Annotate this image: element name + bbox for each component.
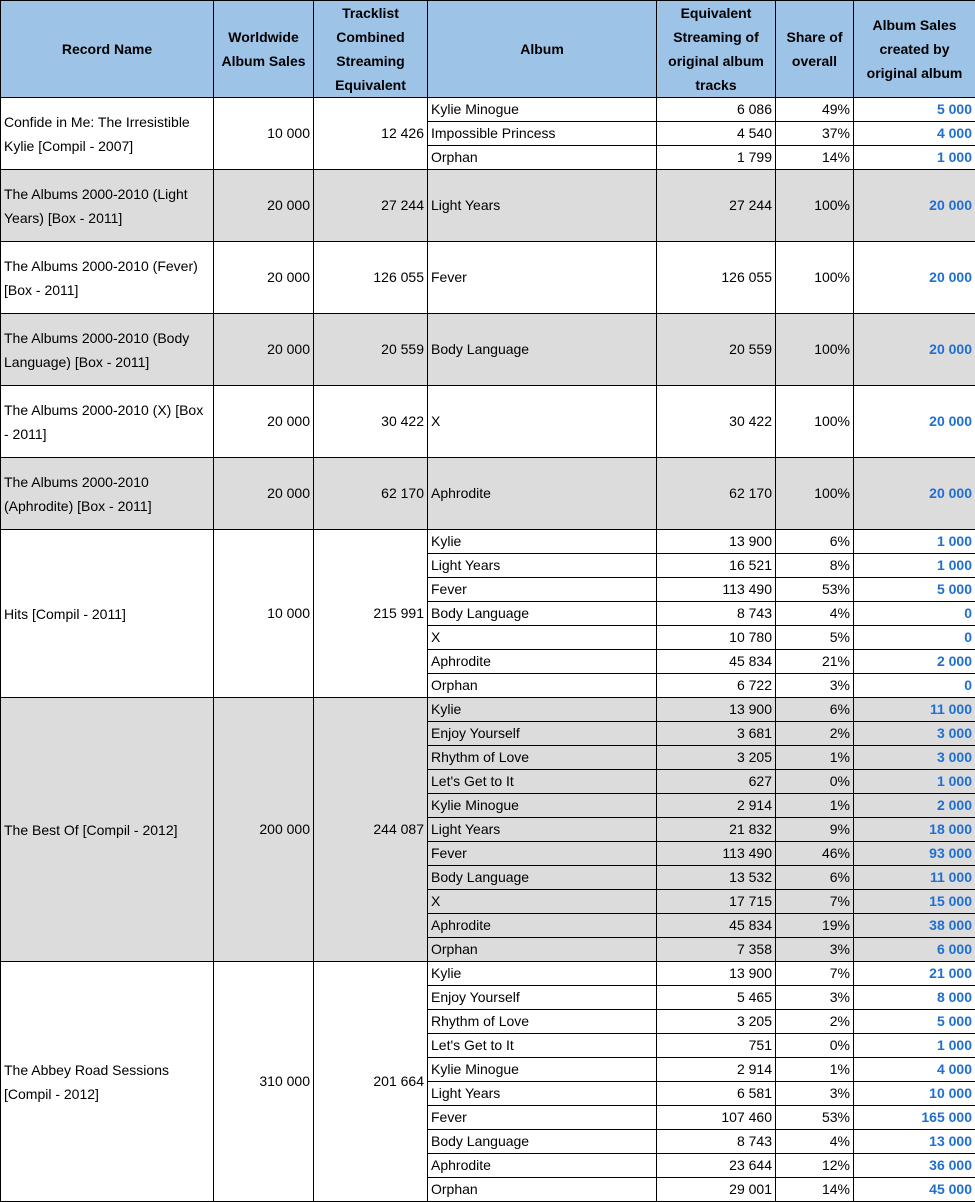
eq-streaming-cell: 13 900 [657, 962, 776, 986]
eq-streaming-cell: 13 900 [657, 698, 776, 722]
table-row [1, 698, 975, 722]
album-cell: Body Language [428, 866, 657, 890]
album-sales-cell: 6 000 [854, 938, 975, 962]
eq-streaming-cell: 23 644 [657, 1154, 776, 1178]
worldwide-sales-cell: 20 000 [214, 242, 314, 314]
album-cell: Light Years [428, 170, 657, 242]
eq-streaming-cell: 2 914 [657, 794, 776, 818]
album-cell: Kylie Minogue [428, 98, 657, 122]
tracklist-cse-cell: 27 244 [314, 170, 428, 242]
album-cell: X [428, 890, 657, 914]
eq-streaming-cell: 4 540 [657, 122, 776, 146]
album-cell: Fever [428, 842, 657, 866]
album-cell: Fever [428, 1106, 657, 1130]
eq-streaming-cell: 751 [657, 1034, 776, 1058]
eq-streaming-cell: 6 086 [657, 98, 776, 122]
header-worldwide-sales: Worldwide Album Sales [214, 1, 314, 98]
share-cell: 53% [776, 578, 854, 602]
album-sales-cell: 1 000 [854, 554, 975, 578]
eq-streaming-cell: 1 799 [657, 146, 776, 170]
album-sales-cell: 0 [854, 626, 975, 650]
record-name-cell: The Albums 2000-2010 (X) [Box - 2011] [1, 386, 214, 458]
share-cell: 7% [776, 890, 854, 914]
album-cell: Orphan [428, 146, 657, 170]
tracklist-cse-cell: 126 055 [314, 242, 428, 314]
share-cell: 6% [776, 866, 854, 890]
album-sales-cell: 45 000 [854, 1178, 975, 1202]
album-cell: Enjoy Yourself [428, 722, 657, 746]
eq-streaming-cell: 29 001 [657, 1178, 776, 1202]
tracklist-cse-cell: 20 559 [314, 314, 428, 386]
record-name-cell: The Best Of [Compil - 2012] [1, 698, 214, 962]
eq-streaming-cell: 45 834 [657, 650, 776, 674]
album-sales-cell: 0 [854, 674, 975, 698]
share-cell: 7% [776, 962, 854, 986]
share-cell: 100% [776, 242, 854, 314]
eq-streaming-cell: 8 743 [657, 602, 776, 626]
album-sales-cell: 5 000 [854, 1010, 975, 1034]
share-cell: 37% [776, 122, 854, 146]
share-cell: 19% [776, 914, 854, 938]
worldwide-sales-cell: 10 000 [214, 530, 314, 698]
share-cell: 53% [776, 1106, 854, 1130]
album-sales-cell: 1 000 [854, 146, 975, 170]
album-cell: Light Years [428, 1082, 657, 1106]
share-cell: 1% [776, 1058, 854, 1082]
table-body [1, 98, 975, 1202]
eq-streaming-cell: 113 490 [657, 578, 776, 602]
header-album: Album [428, 1, 657, 98]
eq-streaming-cell: 62 170 [657, 458, 776, 530]
album-cell: Fever [428, 578, 657, 602]
eq-streaming-cell: 13 900 [657, 530, 776, 554]
share-cell: 4% [776, 1130, 854, 1154]
album-sales-cell: 5 000 [854, 98, 975, 122]
share-cell: 1% [776, 746, 854, 770]
share-cell: 8% [776, 554, 854, 578]
album-cell: Orphan [428, 1178, 657, 1202]
tracklist-cse-cell: 30 422 [314, 386, 428, 458]
record-name-cell: Hits [Compil - 2011] [1, 530, 214, 698]
album-sales-cell: 4 000 [854, 122, 975, 146]
share-cell: 49% [776, 98, 854, 122]
share-cell: 14% [776, 1178, 854, 1202]
eq-streaming-cell: 113 490 [657, 842, 776, 866]
tracklist-cse-cell: 62 170 [314, 458, 428, 530]
share-cell: 100% [776, 458, 854, 530]
share-cell: 3% [776, 938, 854, 962]
eq-streaming-cell: 6 581 [657, 1082, 776, 1106]
album-sales-cell: 15 000 [854, 890, 975, 914]
share-cell: 46% [776, 842, 854, 866]
share-cell: 3% [776, 1082, 854, 1106]
album-sales-cell: 2 000 [854, 794, 975, 818]
eq-streaming-cell: 21 832 [657, 818, 776, 842]
table-row [1, 962, 975, 986]
table-row [1, 386, 975, 458]
album-sales-cell: 20 000 [854, 458, 975, 530]
album-sales-cell: 10 000 [854, 1082, 975, 1106]
eq-streaming-cell: 126 055 [657, 242, 776, 314]
album-sales-cell: 20 000 [854, 386, 975, 458]
table-row [1, 458, 975, 530]
tracklist-cse-cell: 244 087 [314, 698, 428, 962]
share-cell: 3% [776, 674, 854, 698]
album-cell: Body Language [428, 602, 657, 626]
album-cell: Orphan [428, 938, 657, 962]
header-record-name: Record Name [1, 1, 214, 98]
eq-streaming-cell: 16 521 [657, 554, 776, 578]
record-name-cell: The Albums 2000-2010 (Fever) [Box - 2011] [1, 242, 214, 314]
album-cell: Kylie Minogue [428, 1058, 657, 1082]
album-sales-cell: 0 [854, 602, 975, 626]
share-cell: 12% [776, 1154, 854, 1178]
share-cell: 100% [776, 386, 854, 458]
share-cell: 21% [776, 650, 854, 674]
album-sales-cell: 13 000 [854, 1130, 975, 1154]
worldwide-sales-cell: 20 000 [214, 170, 314, 242]
worldwide-sales-cell: 310 000 [214, 962, 314, 1202]
eq-streaming-cell: 5 465 [657, 986, 776, 1010]
album-sales-cell: 93 000 [854, 842, 975, 866]
eq-streaming-cell: 2 914 [657, 1058, 776, 1082]
share-cell: 100% [776, 170, 854, 242]
album-sales-cell: 18 000 [854, 818, 975, 842]
worldwide-sales-cell: 10 000 [214, 98, 314, 170]
table-row [1, 170, 975, 242]
eq-streaming-cell: 30 422 [657, 386, 776, 458]
share-cell: 0% [776, 770, 854, 794]
worldwide-sales-cell: 20 000 [214, 314, 314, 386]
album-cell: X [428, 386, 657, 458]
eq-streaming-cell: 45 834 [657, 914, 776, 938]
header-row [1, 1, 975, 98]
album-sales-cell: 1 000 [854, 770, 975, 794]
album-sales-cell: 20 000 [854, 314, 975, 386]
album-cell: Kylie [428, 962, 657, 986]
album-cell: Kylie [428, 698, 657, 722]
record-name-cell: Confide in Me: The Irresistible Kylie [Compil - 2007] [1, 98, 214, 170]
album-sales-cell: 20 000 [854, 242, 975, 314]
album-cell: Aphrodite [428, 914, 657, 938]
header-share: Share of overall [776, 1, 854, 98]
eq-streaming-cell: 627 [657, 770, 776, 794]
tracklist-cse-cell: 201 664 [314, 962, 428, 1202]
header-eq-streaming: Equivalent Streaming of original album tracks [657, 1, 776, 98]
album-cell: Aphrodite [428, 1154, 657, 1178]
album-sales-cell: 5 000 [854, 578, 975, 602]
eq-streaming-cell: 7 358 [657, 938, 776, 962]
album-sales-cell: 3 000 [854, 746, 975, 770]
album-sales-cell: 165 000 [854, 1106, 975, 1130]
album-sales-cell: 3 000 [854, 722, 975, 746]
album-cell: Body Language [428, 1130, 657, 1154]
eq-streaming-cell: 13 532 [657, 866, 776, 890]
eq-streaming-cell: 3 681 [657, 722, 776, 746]
album-sales-cell: 38 000 [854, 914, 975, 938]
table-row [1, 530, 975, 554]
album-cell: X [428, 626, 657, 650]
eq-streaming-cell: 107 460 [657, 1106, 776, 1130]
worldwide-sales-cell: 20 000 [214, 458, 314, 530]
album-cell: Let's Get to It [428, 770, 657, 794]
share-cell: 100% [776, 314, 854, 386]
album-cell: Kylie Minogue [428, 794, 657, 818]
header-album-sales-created: Album Sales created by original album [854, 1, 975, 98]
share-cell: 2% [776, 1010, 854, 1034]
tracklist-cse-cell: 215 991 [314, 530, 428, 698]
share-cell: 3% [776, 986, 854, 1010]
album-cell: Let's Get to It [428, 1034, 657, 1058]
table-row [1, 314, 975, 386]
album-sales-cell: 21 000 [854, 962, 975, 986]
share-cell: 6% [776, 698, 854, 722]
album-sales-cell: 2 000 [854, 650, 975, 674]
eq-streaming-cell: 8 743 [657, 1130, 776, 1154]
share-cell: 2% [776, 722, 854, 746]
eq-streaming-cell: 3 205 [657, 746, 776, 770]
record-name-cell: The Albums 2000-2010 (Aphrodite) [Box - 2011] [1, 458, 214, 530]
album-sales-cell: 36 000 [854, 1154, 975, 1178]
record-name-cell: The Albums 2000-2010 (Body Language) [Box - 2011] [1, 314, 214, 386]
tracklist-cse-cell: 12 426 [314, 98, 428, 170]
table-row [1, 98, 975, 122]
album-cell: Aphrodite [428, 650, 657, 674]
album-cell: Light Years [428, 554, 657, 578]
album-sales-cell: 8 000 [854, 986, 975, 1010]
eq-streaming-cell: 10 780 [657, 626, 776, 650]
share-cell: 4% [776, 602, 854, 626]
album-cell: Aphrodite [428, 458, 657, 530]
album-cell: Body Language [428, 314, 657, 386]
record-name-cell: The Abbey Road Sessions [Compil - 2012] [1, 962, 214, 1202]
header-tracklist-cse: Tracklist Combined Streaming Equivalent [314, 1, 428, 98]
worldwide-sales-cell: 20 000 [214, 386, 314, 458]
album-sales-cell: 11 000 [854, 698, 975, 722]
table-row [1, 242, 975, 314]
share-cell: 0% [776, 1034, 854, 1058]
album-sales-cell: 20 000 [854, 170, 975, 242]
eq-streaming-cell: 20 559 [657, 314, 776, 386]
eq-streaming-cell: 17 715 [657, 890, 776, 914]
share-cell: 1% [776, 794, 854, 818]
album-cell: Kylie [428, 530, 657, 554]
album-sales-cell: 1 000 [854, 530, 975, 554]
album-cell: Fever [428, 242, 657, 314]
album-cell: Rhythm of Love [428, 1010, 657, 1034]
share-cell: 9% [776, 818, 854, 842]
album-cell: Orphan [428, 674, 657, 698]
album-cell: Enjoy Yourself [428, 986, 657, 1010]
share-cell: 5% [776, 626, 854, 650]
album-sales-cell: 4 000 [854, 1058, 975, 1082]
eq-streaming-cell: 6 722 [657, 674, 776, 698]
share-cell: 14% [776, 146, 854, 170]
share-cell: 6% [776, 530, 854, 554]
eq-streaming-cell: 3 205 [657, 1010, 776, 1034]
album-cell: Light Years [428, 818, 657, 842]
eq-streaming-cell: 27 244 [657, 170, 776, 242]
album-sales-cell: 1 000 [854, 1034, 975, 1058]
worldwide-sales-cell: 200 000 [214, 698, 314, 962]
album-cell: Impossible Princess [428, 122, 657, 146]
album-cell: Rhythm of Love [428, 746, 657, 770]
record-name-cell: The Albums 2000-2010 (Light Years) [Box - 2011] [1, 170, 214, 242]
album-sales-cell: 11 000 [854, 866, 975, 890]
